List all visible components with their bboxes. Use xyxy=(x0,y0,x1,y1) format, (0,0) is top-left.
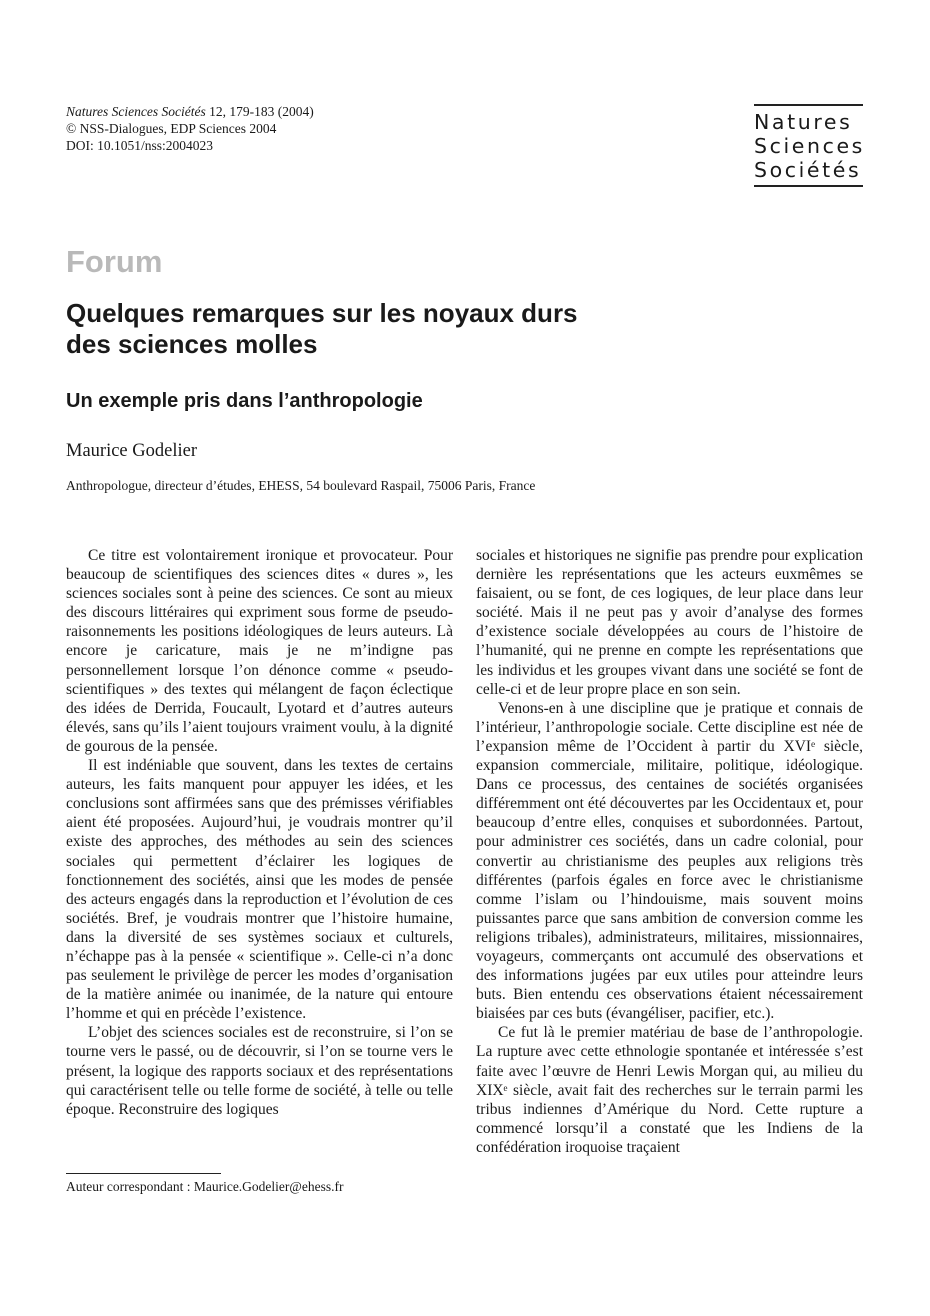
left-column xyxy=(66,546,453,1119)
article-metadata xyxy=(66,103,486,154)
journal-logo xyxy=(754,104,863,187)
paragraph: Ce fut là le premier matériau de base de l’anthropologie. La rupture avec cette ethnologie spontanée et intéressée s’est faite avec l’œuvre de Henri Lewis Morgan qui, au milieu du XIXᵉ siècle, avait fait des recherches sur le terrain parmi les tribus indiennes d’Amérique du Nord. Cette rupture a commencé lorsqu’il a constaté que les Indiens de la confédération iroquoise traçaient xyxy=(476,1024,863,1156)
journal-name: Natures Sciences Sociétés xyxy=(66,104,206,119)
paragraph: Venons-en à une discipline que je pratique et connais de l’intérieur, l’anthropologie sociale. Cette discipline est née de l’expansion même de l’Occident à partir du XVIᵉ siècle, expansion commerciale, militaire, politique, idéologique. Dans ce processus, des centaines de sociétés organisées différemment ont été découvertes par les Occidentaux et, pour beaucoup d’entre elles, conquises et subordonnées. Partout, pour administrer ces sociétés, dans un cadre colonial, pour convertir au christianisme des peuples aux religions très différentes (parfois égales en force avec le christianisme comme l’islam ou l’hindouisme, mais souvent moins puissantes parce que sans ambition de conversion comme les religions tribales), administrateurs, militaires, missionnaires, voyageurs, commerçants ont accumulé des observations et des informations jugées par eux utiles pour atteindre leurs buts. Bien entendu ces observations étaient nécessairement biaisées par ces buts (évangéliser, pacifier, etc.). xyxy=(476,699,863,1023)
corresponding-author-footnote: Auteur correspondant : Maurice.Godelier@ehess.fr xyxy=(66,1179,344,1194)
paragraph: L’objet des sciences sociales est de reconstruire, si l’on se tourne vers le passé, ou de découvrir, si l’on se tourne vers le présent, la logique des rapports sociaux et des représentations qui caractérisent telle ou telle forme de société, à telle ou telle époque. Reconstruire des logiques xyxy=(66,1024,453,1118)
title-line-1: Quelques remarques sur les noyaux durs xyxy=(66,298,578,328)
logo-line-societes: Sociétés xyxy=(754,158,862,182)
paragraph: Ce titre est volontairement ironique et provocateur. Pour beaucoup de scientifiques des sciences dites « dures », les sciences sociales sont à peine des sciences. Ce sont au mieux des discours littéraires qui expriment sous forme de pseudo-raisonnements les positions idéologiques de leurs auteurs. Là encore je caricature, mais je ne m’indigne pas personnellement lorsque l’on dénonce comme « pseudo-scientifiques » des textes qui mélangent de façon éclectique des idées de Derrida, Foucault, Lyotard et d’autres auteurs élevés, sans qu’ils l’aient toujours vraiment voulu, à la dignité de gourous de la pensée. xyxy=(66,547,453,755)
footnote-divider xyxy=(66,1173,221,1174)
volume-pages: 12, 179-183 (2004) xyxy=(205,104,314,119)
citation-line xyxy=(66,103,486,120)
author-affiliation: Anthropologue, directeur d’études, EHESS, 54 boulevard Raspail, 75006 Paris, France xyxy=(66,478,536,493)
article-title xyxy=(66,298,686,360)
article-subtitle: Un exemple pris dans l’anthropologie xyxy=(66,390,423,412)
logo-line-natures: Natures xyxy=(754,110,853,134)
logo-line-sciences: Sciences xyxy=(754,134,865,158)
paragraph: Il est indéniable que souvent, dans les textes de certains auteurs, les faits manquent pour appuyer les idées, et les conclusions sont affirmées sans que des prémisses vérifiables aient été proposées. Aujourd’hui, je voudrais montrer qu’il existe des approches, des méthodes au sein des sciences sociales qui permettent d’éclairer les logiques de fonctionnement des sociétés, ainsi que les modes de pensée des acteurs engagés dans la reproduction et l’évolution de ces sociétés. Bref, je voudrais montrer que l’histoire humaine, dans la diversité de ses systèmes sociaux et culturels, n’échappe pas à la pensée « scientifique ». Celle-ci n’a donc pas seulement le privilège de percer les modes d’organisation de la matière animée ou inanimée, de la nature qui entoure l’homme et qui en précède l’existence. xyxy=(66,757,453,1023)
paragraph: sociales et historiques ne signifie pas prendre pour explication dernière les représentations que les acteurs euxmêmes se faisaient, ou se font, de ces logiques, de leur place dans leur société. Mais il ne peut pas y avoir d’analyse des formes d’existence sociale développées au cours de l’histoire de l’humanité, qui ne prenne en compte les représentations que les individus et les groupes vivant dans une société se font de celle-ci et de leur propre place en son sein. xyxy=(476,547,863,698)
right-column xyxy=(476,546,863,1157)
author-name: Maurice Godelier xyxy=(66,441,197,461)
section-label: Forum xyxy=(66,244,163,279)
copyright-line: © NSS-Dialogues, EDP Sciences 2004 xyxy=(66,121,277,136)
title-line-2: des sciences molles xyxy=(66,329,318,359)
doi-line: DOI: 10.1051/nss:2004023 xyxy=(66,138,214,153)
